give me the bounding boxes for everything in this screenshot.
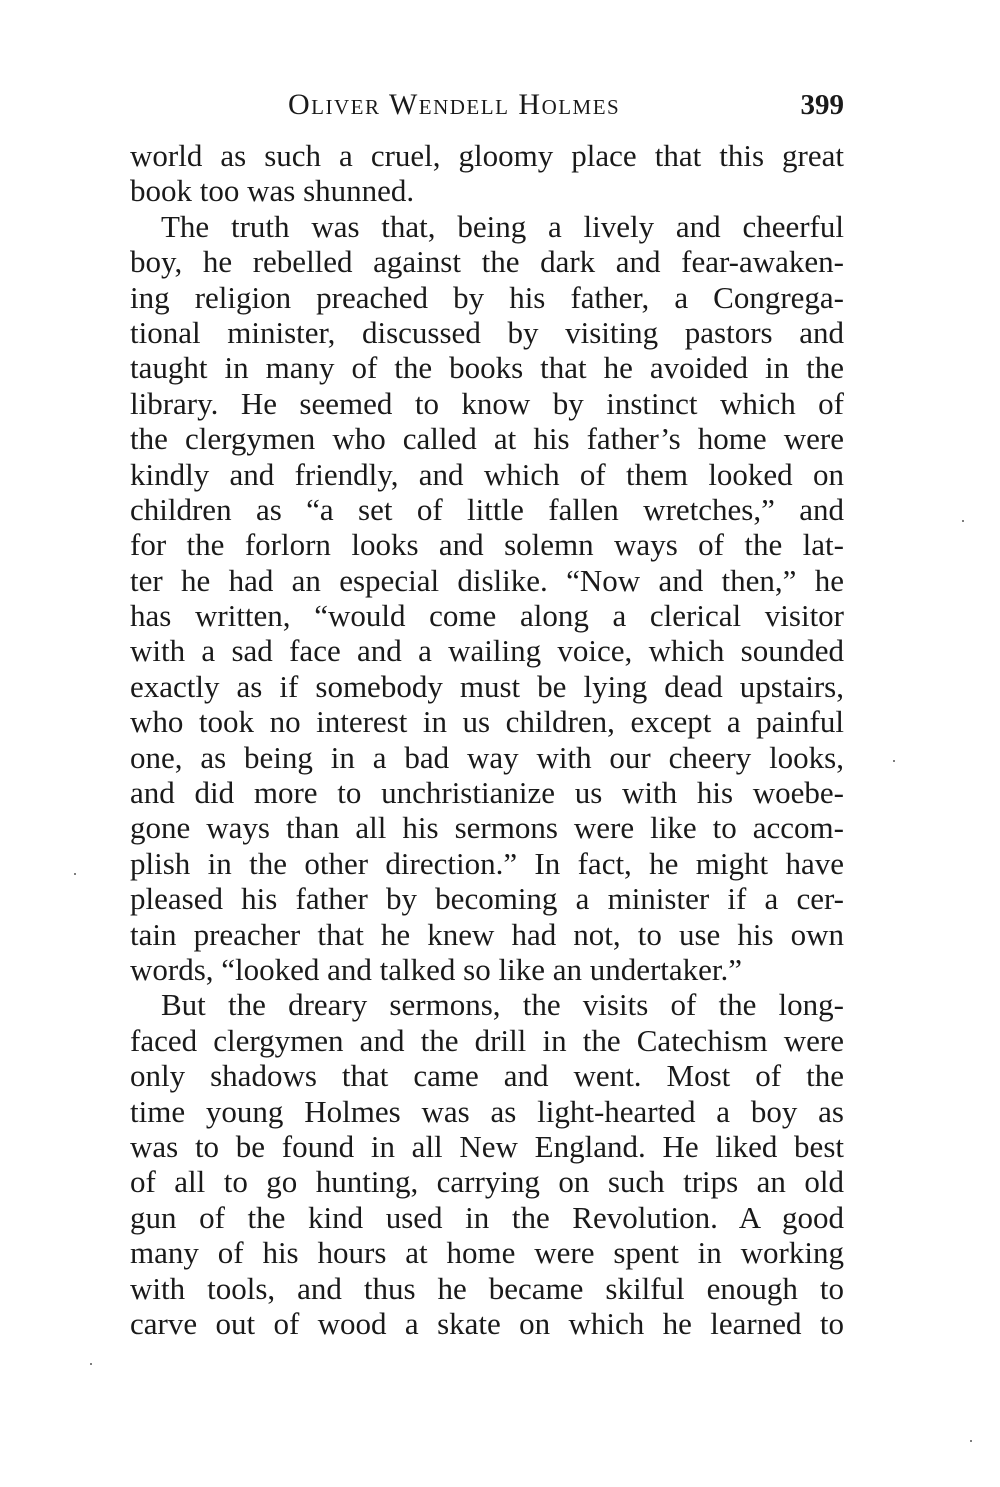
text-line: tain preacher that he knew had not, to use his own xyxy=(130,916,844,952)
text-line: has written, “would come along a clerical visitor xyxy=(130,598,844,634)
text-line: boy, he rebelled against the dark and fear-awaken- xyxy=(130,244,844,280)
text-line: and did more to unchristianize us with his woebe- xyxy=(130,775,844,811)
running-header xyxy=(0,82,1000,128)
body-text xyxy=(130,138,844,1341)
text-line: taught in many of the books that he avoided in the xyxy=(130,350,844,386)
text-line: gone ways than all his sermons were like to accom- xyxy=(130,810,844,846)
scan-speck xyxy=(962,520,964,522)
text-line: the clergymen who called at his father’s home were xyxy=(130,421,844,457)
text-line: faced clergymen and the drill in the Catechism were xyxy=(130,1022,844,1058)
text-line: only shadows that came and went. Most of the xyxy=(130,1058,844,1094)
text-line: with a sad face and a wailing voice, which sounded xyxy=(130,633,844,669)
text-line: who took no interest in us children, except a painful xyxy=(130,704,844,740)
text-line: with tools, and thus he became skilful enough to xyxy=(130,1270,844,1306)
text-line: tional minister, discussed by visiting pastors and xyxy=(130,314,844,350)
text-line: kindly and friendly, and which of them looked on xyxy=(130,456,844,492)
scan-speck xyxy=(970,1440,972,1442)
scan-speck xyxy=(74,873,76,875)
text-line: many of his hours at home were spent in working xyxy=(130,1235,844,1271)
text-line: ing religion preached by his father, a Congrega- xyxy=(130,279,844,315)
page-number: 399 xyxy=(800,89,844,121)
text-line: plish in the other direction.” In fact, he might have xyxy=(130,845,844,881)
running-title: Oliver Wendell Holmes xyxy=(288,88,621,121)
text-line: ter he had an especial dislike. “Now and then,” he xyxy=(130,562,844,598)
paragraph-start-line: But the dreary sermons, the visits of the long- xyxy=(161,987,844,1023)
scan-speck xyxy=(90,1363,92,1365)
text-line: for the forlorn looks and solemn ways of the lat- xyxy=(130,527,844,563)
scan-speck xyxy=(893,760,895,762)
text-line: one, as being in a bad way with our cheery looks, xyxy=(130,739,844,775)
paragraph-start-line: The truth was that, being a lively and cheerful xyxy=(161,208,844,244)
text-line: carve out of wood a skate on which he learned to xyxy=(130,1305,844,1341)
text-line: time young Holmes was as light-hearted a boy as xyxy=(130,1093,844,1129)
text-line: book too was shunned. xyxy=(130,173,415,209)
text-line: children as “a set of little fallen wretches,” and xyxy=(130,491,844,527)
text-line: world as such a cruel, gloomy place that this great xyxy=(130,138,844,173)
text-line: library. He seemed to know by instinct which of xyxy=(130,385,844,421)
text-line: was to be found in all New England. He liked best xyxy=(130,1128,844,1164)
text-line: exactly as if somebody must be lying dead upstairs, xyxy=(130,668,844,704)
text-line: words, “looked and talked so like an undertaker.” xyxy=(130,951,743,987)
text-line: pleased his father by becoming a minister if a cer- xyxy=(130,881,844,917)
text-line: of all to go hunting, carrying on such trips an old xyxy=(130,1164,844,1200)
text-line: gun of the kind used in the Revolution. A good xyxy=(130,1199,844,1235)
